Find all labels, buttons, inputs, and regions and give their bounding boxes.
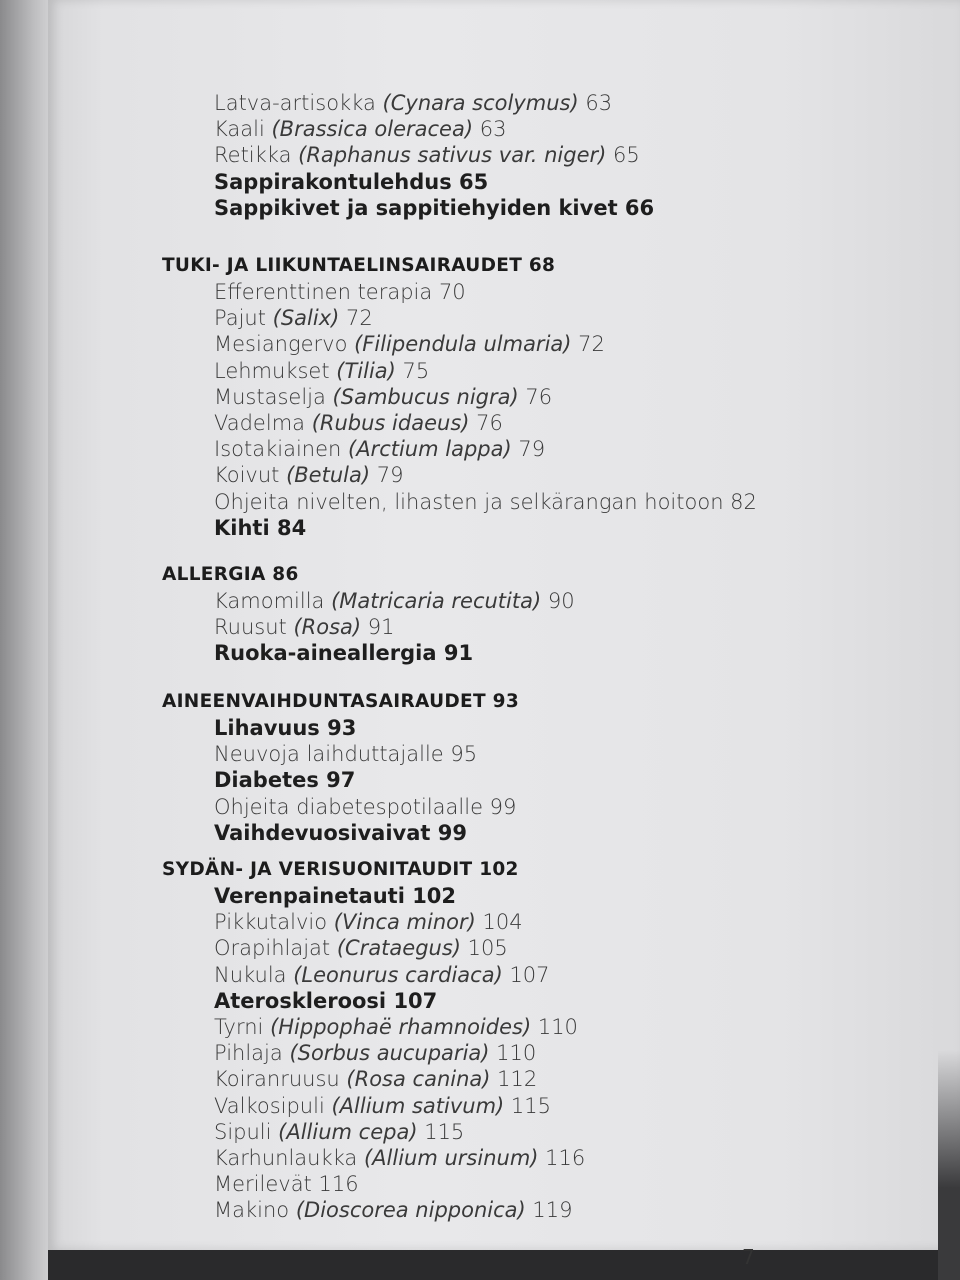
toc-entry [162, 1093, 585, 1119]
entry-latin-name: (Rosa) [293, 615, 362, 640]
toc-entry [162, 794, 519, 820]
toc-entry [162, 90, 654, 116]
toc-section [162, 857, 585, 1224]
entry-latin-name: (Allium sativum) [331, 1093, 505, 1118]
entry-latin-name: (Vinca minor) [333, 910, 476, 935]
entry-name: Lehmukset [214, 358, 337, 383]
entry-name: Koivut [214, 463, 287, 488]
entry-latin-name: (Crataegus) [336, 936, 461, 961]
toc-entry [162, 962, 585, 988]
entry-name: Mesiangervo [214, 332, 355, 357]
toc-entry [162, 614, 575, 640]
entry-page: 75 [395, 358, 430, 383]
entry-name: Kamomilla [214, 589, 332, 613]
entry-name: Latva-artisokka [214, 91, 383, 115]
section-heading: AINEENVAIHDUNTASAIRAUDET 93 [162, 691, 519, 712]
entry-name: Ruoka-aineallergia 91 [214, 641, 474, 666]
toc-bold-entry [162, 883, 585, 909]
section-heading: ALLERGIA 86 [162, 564, 299, 585]
entry-name: Sipuli [214, 1119, 279, 1144]
entry-page: 104 [475, 910, 523, 935]
entry-name: Mustaselja [214, 384, 333, 409]
entry-name: Nukula [214, 962, 294, 987]
section-heading: SYDÄN- JA VERISUONITAUDIT 102 [162, 859, 519, 880]
entry-page: 107 [502, 962, 550, 987]
toc-entry [162, 116, 654, 142]
toc-bold-entry [162, 715, 519, 741]
section-heading: TUKI- JA LIIKUNTAELINSAIRAUDET 68 [162, 255, 556, 276]
entry-name: Verenpainetauti 102 [214, 884, 457, 908]
entry-name: Koiranruusu [214, 1067, 347, 1092]
toc-bold-entry [162, 195, 654, 221]
toc-entry [162, 1197, 585, 1223]
toc-entry [162, 436, 757, 462]
toc-bold-entry [162, 988, 585, 1014]
entry-name: Ohjeita diabetespotilaalle 99 [214, 794, 517, 819]
toc-bold-entry [162, 169, 654, 195]
entry-name: Tyrni [214, 1015, 271, 1040]
entry-latin-name: (Raphanus sativus var. niger) [298, 143, 607, 168]
entry-page: 63 [473, 117, 507, 142]
entry-name: Makino [214, 1198, 296, 1223]
entry-page: 76 [469, 411, 503, 436]
toc-entry [162, 1145, 585, 1171]
entry-page: 72 [571, 332, 605, 357]
toc-section [162, 90, 654, 221]
entry-name: Vadelma [214, 411, 312, 436]
entry-page: 65 [606, 143, 640, 168]
toc-entry [162, 1171, 585, 1197]
entry-page: 79 [370, 463, 404, 488]
entry-name: Ohjeita nivelten, lihasten ja selkärangan hoitoon 82 [214, 489, 757, 514]
entry-name: Kihti 84 [214, 515, 307, 540]
page-number: 7 [742, 1245, 755, 1269]
entry-page: 115 [504, 1093, 552, 1118]
entry-name: Pajut [214, 306, 273, 331]
entry-name: Orapihlajat [214, 936, 337, 961]
entry-name: Kaali [214, 117, 272, 142]
entry-page: 119 [525, 1198, 573, 1223]
entry-latin-name: (Cynara scolymus) [382, 91, 579, 115]
entry-page: 105 [460, 936, 508, 961]
toc-entry [162, 305, 757, 331]
entry-page: 79 [511, 437, 546, 462]
entry-name: Vaihdevuosivaivat 99 [214, 820, 467, 845]
toc-section [162, 253, 757, 541]
toc-entry [162, 462, 757, 488]
entry-latin-name: (Filipendula ulmaria) [354, 332, 572, 357]
toc-entry [162, 588, 575, 614]
entry-page: 112 [490, 1067, 538, 1092]
entry-name: Diabetes 97 [214, 768, 356, 793]
entry-latin-name: (Brassica oleracea) [271, 117, 474, 142]
entry-page: 115 [417, 1119, 465, 1144]
entry-latin-name: (Allium ursinum) [363, 1146, 539, 1171]
entry-name: Efferenttinen terapia 70 [214, 280, 466, 304]
toc-entry [162, 1040, 585, 1066]
toc-entry [162, 1014, 585, 1040]
toc-entry [162, 384, 757, 410]
toc-entry [162, 331, 757, 357]
toc-entry [162, 1066, 585, 1092]
toc-section [162, 562, 575, 667]
entry-name: Ateroskleroosi 107 [214, 988, 438, 1013]
entry-page: 116 [538, 1146, 586, 1171]
entry-page: 90 [541, 589, 575, 613]
toc-entry [162, 489, 757, 515]
entry-latin-name: (Allium cepa) [278, 1119, 418, 1144]
toc-bold-entry [162, 767, 519, 793]
entry-name: Pihlaja [214, 1041, 290, 1066]
toc-entry [162, 935, 585, 961]
entry-name: Neuvoja laihduttajalle 95 [214, 742, 478, 767]
entry-name: Sappirakontulehdus 65 [214, 169, 489, 194]
entry-latin-name: (Tilia) [336, 358, 396, 383]
toc-bold-entry [162, 820, 519, 846]
entry-latin-name: (Betula) [286, 463, 371, 488]
entry-page: 110 [531, 1015, 578, 1040]
entry-name: Merilevät 116 [214, 1172, 359, 1197]
entry-name: Valkosipuli [214, 1093, 332, 1118]
toc-entry [162, 142, 654, 168]
entry-latin-name: (Leonurus cardiaca) [293, 962, 503, 987]
toc-entry [162, 909, 585, 935]
toc-entry [162, 279, 757, 305]
entry-page: 63 [578, 91, 613, 115]
entry-name: Pikkutalvio [214, 910, 334, 935]
toc-entry [162, 358, 757, 384]
entry-name: Retikka [214, 143, 299, 168]
entry-latin-name: (Rubus idaeus) [311, 411, 470, 436]
entry-latin-name: (Rosa canina) [346, 1067, 491, 1092]
toc-entry [162, 410, 757, 436]
entry-latin-name: (Arctium lappa) [348, 437, 512, 462]
entry-latin-name: (Matricaria recutita) [331, 589, 542, 613]
entry-latin-name: (Sambucus nigra) [332, 384, 519, 409]
entry-name: Karhunlaukka [214, 1146, 364, 1171]
entry-name: Sappikivet ja sappitiehyiden kivet 66 [214, 195, 655, 220]
entry-name: Lihavuus 93 [214, 716, 357, 740]
entry-page: 76 [518, 384, 553, 409]
entry-latin-name: (Sorbus aucuparia) [289, 1041, 490, 1066]
toc-bold-entry [162, 640, 575, 666]
toc-entry [162, 1119, 585, 1145]
entry-latin-name: (Salix) [272, 306, 340, 331]
entry-page: 110 [489, 1041, 537, 1066]
entry-page: 91 [361, 615, 395, 640]
entry-latin-name: (Hippophaë rhamnoides) [270, 1015, 532, 1040]
entry-page: 72 [339, 306, 373, 331]
toc-section [162, 689, 519, 846]
entry-latin-name: (Dioscorea nipponica) [295, 1198, 526, 1223]
entry-name: Isotakiainen [214, 437, 348, 462]
toc-entry [162, 741, 519, 767]
entry-name: Ruusut [214, 615, 294, 640]
toc-bold-entry [162, 515, 757, 541]
